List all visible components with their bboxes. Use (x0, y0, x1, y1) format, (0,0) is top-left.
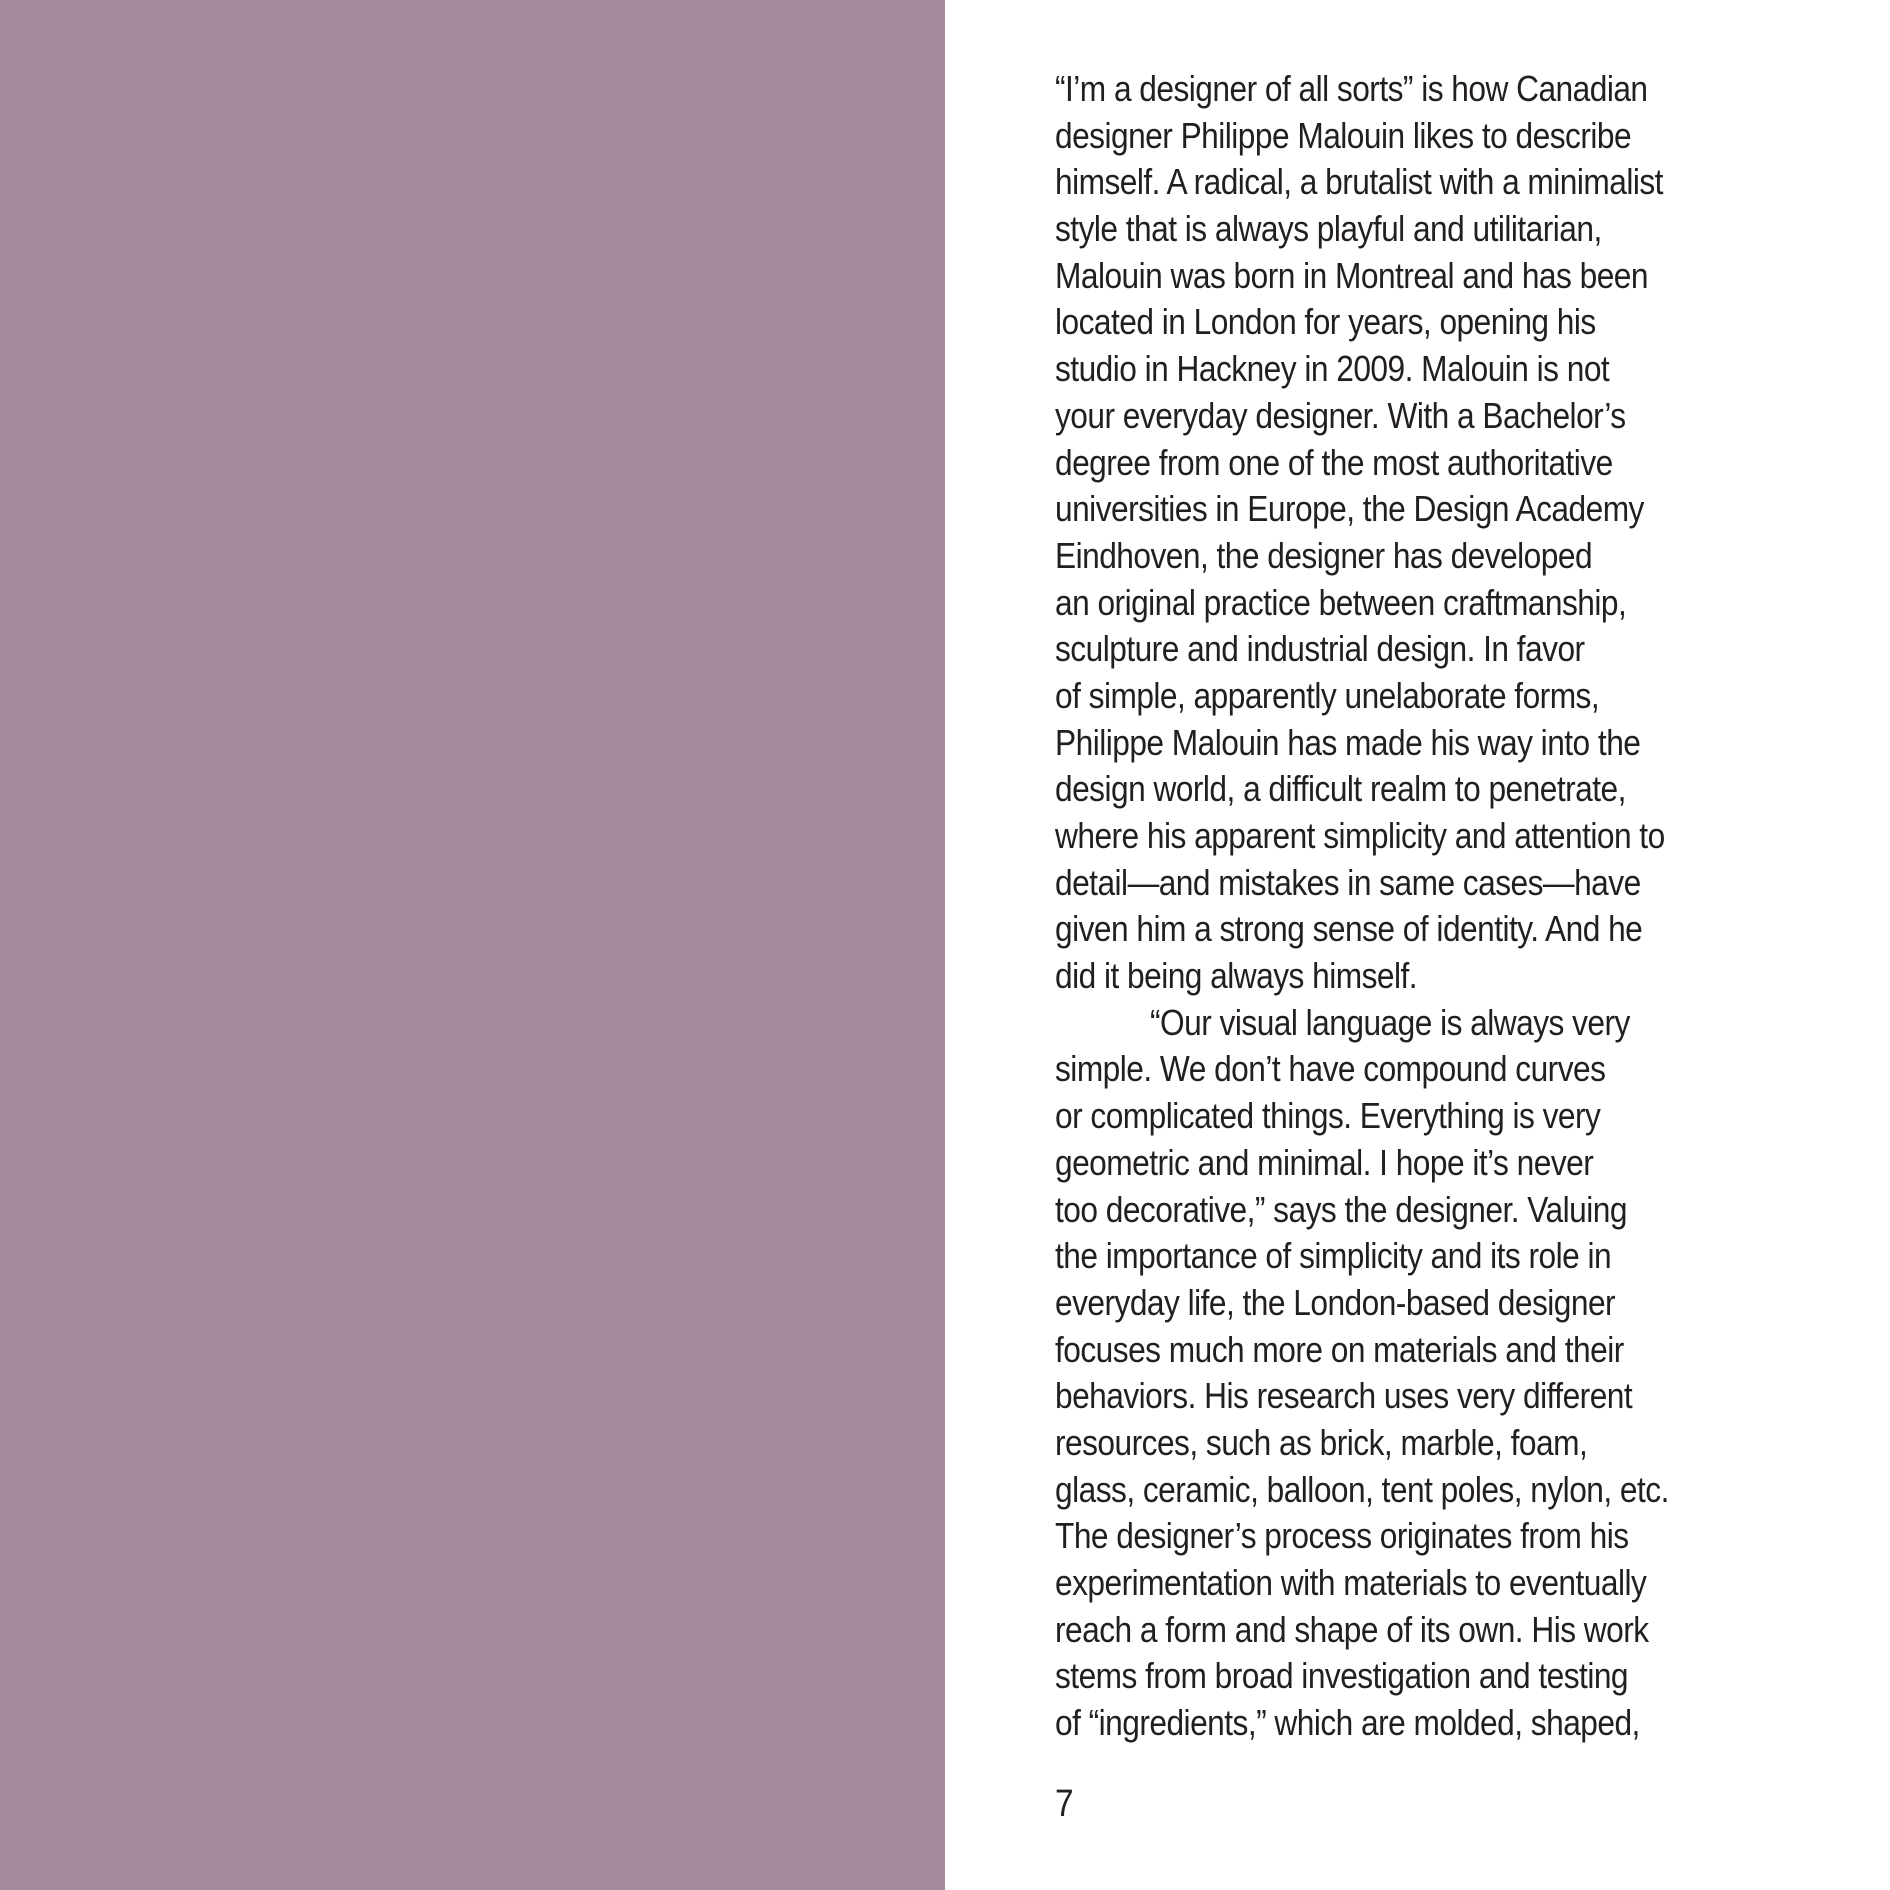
text-line: sculpture and industrial design. In favor (1055, 628, 1585, 670)
text-line: Philippe Malouin has made his way into the (1055, 721, 1641, 763)
text-line: or complicated things. Everything is very (1055, 1095, 1601, 1137)
text-line: reach a form and shape of its own. His work (1055, 1608, 1649, 1650)
text-line: detail—and mistakes in same cases—have (1055, 861, 1641, 903)
text-line: designer Philippe Malouin likes to describe (1055, 114, 1632, 156)
text-line: simple. We don’t have compound curves (1055, 1048, 1606, 1090)
text-line: did it being always himself. (1055, 955, 1418, 997)
body-text (1055, 66, 1741, 1747)
text-line: resources, such as brick, marble, foam, (1055, 1421, 1588, 1463)
text-line: stems from broad investigation and testing (1055, 1655, 1629, 1697)
text-line: too decorative,” says the designer. Valuing (1055, 1188, 1627, 1230)
text-line: located in London for years, opening his (1055, 301, 1596, 343)
text-line: glass, ceramic, balloon, tent poles, nylon, etc. (1055, 1468, 1669, 1510)
text-line: everyday life, the London-based designer (1055, 1281, 1616, 1323)
text-line: an original practice between craftmanship, (1055, 581, 1627, 623)
text-line: the importance of simplicity and its role in (1055, 1235, 1612, 1277)
text-line: design world, a difficult realm to penetrate, (1055, 768, 1626, 810)
text-line: style that is always playful and utilitarian, (1055, 208, 1602, 250)
text-line: “I’m a designer of all sorts” is how Canadian (1055, 68, 1648, 109)
page-number: 7 (1055, 1783, 1074, 1825)
text-line: studio in Hackney in 2009. Malouin is not (1055, 348, 1610, 390)
text-line: your everyday designer. With a Bachelor’s (1055, 394, 1626, 436)
text-line: where his apparent simplicity and attention to (1055, 815, 1665, 856)
text-line: experimentation with materials to eventually (1055, 1562, 1647, 1603)
text-line: The designer’s process originates from his (1055, 1515, 1629, 1557)
text-line: given him a strong sense of identity. And he (1055, 908, 1643, 950)
text-line: behaviors. His research uses very different (1055, 1375, 1633, 1417)
text-line: geometric and minimal. I hope it’s never (1055, 1141, 1594, 1183)
text-line: “Our visual language is always very (1150, 1001, 1630, 1043)
text-line: Eindhoven, the designer has developed (1055, 534, 1593, 576)
text-line: focuses much more on materials and their (1055, 1328, 1624, 1370)
text-line: universities in Europe, the Design Academy (1055, 488, 1644, 530)
text-line: Malouin was born in Montreal and has been (1055, 254, 1648, 296)
text-line: of simple, apparently unelaborate forms, (1055, 674, 1600, 716)
text-line: of “ingredients,” which are molded, shaped, (1055, 1702, 1640, 1744)
text-line: degree from one of the most authoritative (1055, 441, 1613, 483)
text-page (945, 0, 1890, 1890)
text-line: himself. A radical, a brutalist with a minimalist (1055, 161, 1663, 203)
